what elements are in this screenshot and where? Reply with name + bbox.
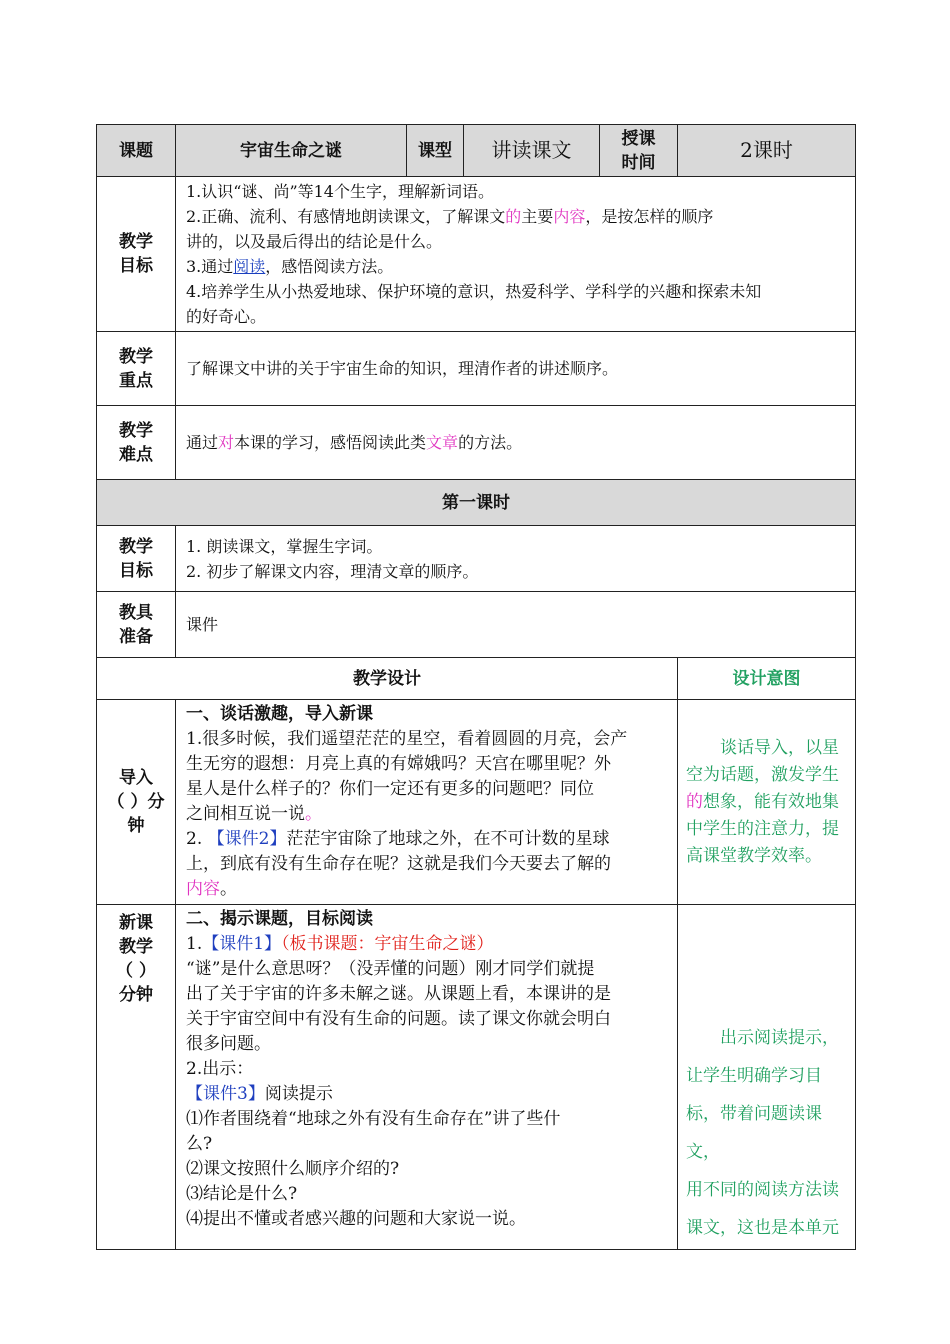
intro-label: 导入 （ ）分 钟 [97, 700, 176, 905]
lesson1-title-row [97, 480, 856, 526]
intent-header: 设计意图 [678, 658, 856, 700]
type-label: 课型 [407, 125, 464, 177]
time-value: 2课时 [678, 125, 856, 177]
lesson1-goals-row [97, 526, 856, 592]
goal-3: 3.通过阅读，感悟阅读方法。 [186, 257, 394, 276]
goals-label: 教学 目标 [97, 177, 176, 332]
focus-row [97, 332, 856, 406]
goals-row [97, 177, 856, 332]
tools-row [97, 592, 856, 658]
goal-2: 2.正确、流利、有感情地朗读课文，了解课文的主要内容，是按怎样的顺序 [186, 207, 714, 226]
design-header: 教学设计 [97, 658, 678, 700]
new-lesson-row [97, 905, 856, 1250]
new-lesson-label: 新课 教学 （ ） 分钟 [97, 905, 176, 1250]
new-lesson-content: 二、揭示课题，目标阅读 1.【课件1】（板书课题：宇宙生命之谜） “谜”是什么意思呀？（没弄懂的问题）刚才同学们就提 出了关于宇宙的许多未解之谜。从课题上看，本课讲的是 关于宇宙空间中有没有生命的问题。读了课文你就会明白 很多问题。 2.出示： 【课件3】阅读提示 ⑴作者围绕着“地球之外有没有生命存在”讲了些什 么? ⑵课文按照什么顺序介绍的? ⑶结论是什么? ⑷提出不懂或者感兴趣的问题和大家说一说。 [176, 905, 678, 1250]
focus-text: 了解课文中讲的关于宇宙生命的知识，理清作者的讲述顺序。 [176, 332, 856, 406]
courseware-2-tag[interactable]: 【课件2】 [207, 829, 287, 849]
topic-value: 宇宙生命之谜 [176, 125, 407, 177]
goal-2-cont: 讲的，以及最后得出的结论是什么。 [186, 232, 443, 251]
lesson-plan-page [96, 124, 855, 1250]
goal-4: 4.培养学生从小热爱地球、保护环境的意识，热爱科学、学科学的兴趣和探索未知 [186, 282, 762, 301]
courseware-1-tag[interactable]: 【课件1】 [202, 934, 282, 954]
new-lesson-intent: 出示阅读提示， 让学生明确学习目 标，带着问题读课文， 用不同的阅读方法读 课文，这也是本单元 [678, 905, 856, 1250]
focus-label: 教学 重点 [97, 332, 176, 406]
goal-4-cont: 的好奇心。 [186, 307, 267, 326]
new-lesson-heading: 二、揭示课题，目标阅读 [186, 909, 373, 929]
courseware-3-tag[interactable]: 【课件3】 [186, 1084, 265, 1104]
difficulty-label: 教学 难点 [97, 406, 176, 480]
tools-label: 教具 准备 [97, 592, 176, 658]
time-label: 授课 时间 [600, 125, 678, 177]
lesson1-goals-content: 1. 朗读课文，掌握生字词。 2. 初步了解课文内容，理清文章的顺序。 [176, 526, 856, 592]
goals-content [176, 177, 856, 332]
intro-row [97, 700, 856, 905]
difficulty-row [97, 406, 856, 480]
lesson1-title: 第一课时 [97, 480, 856, 526]
type-value: 讲读课文 [464, 125, 600, 177]
lesson-plan-table [96, 124, 856, 1250]
intro-intent: 谈话导入，以星空为话题，激发学生的想象，能有效地集中学生的注意力，提高课堂教学效率。 [678, 700, 856, 905]
goal-1: 1.认识“谜、尚”等14个生字，理解新词语。 [186, 182, 494, 201]
difficulty-text: 通过对本课的学习，感悟阅读此类文章的方法。 [176, 406, 856, 480]
intro-content: 一、谈话激趣，导入新课 1.很多时候，我们遥望茫茫的星空，看着圆圆的月亮，会产 生无穷的遐想：月亮上真的有嫦娥吗？天宫在哪里呢？外 星人是什么样子的？你们一定还有更多的问题吧？同位 之间相互说一说。 2. 【课件2】茫茫宇宙除了地球之外，在不可计数的星球 上，到底有没有生命存在呢？这就是我们今天要去了解的 内容。 [176, 700, 678, 905]
header-row [97, 125, 856, 177]
reading-link[interactable]: 阅读 [233, 257, 266, 276]
lesson1-goals-label: 教学 目标 [97, 526, 176, 592]
tools-value: 课件 [176, 592, 856, 658]
topic-label: 课题 [97, 125, 176, 177]
intro-heading: 一、谈话激趣，导入新课 [186, 704, 373, 724]
design-header-row [97, 658, 856, 700]
